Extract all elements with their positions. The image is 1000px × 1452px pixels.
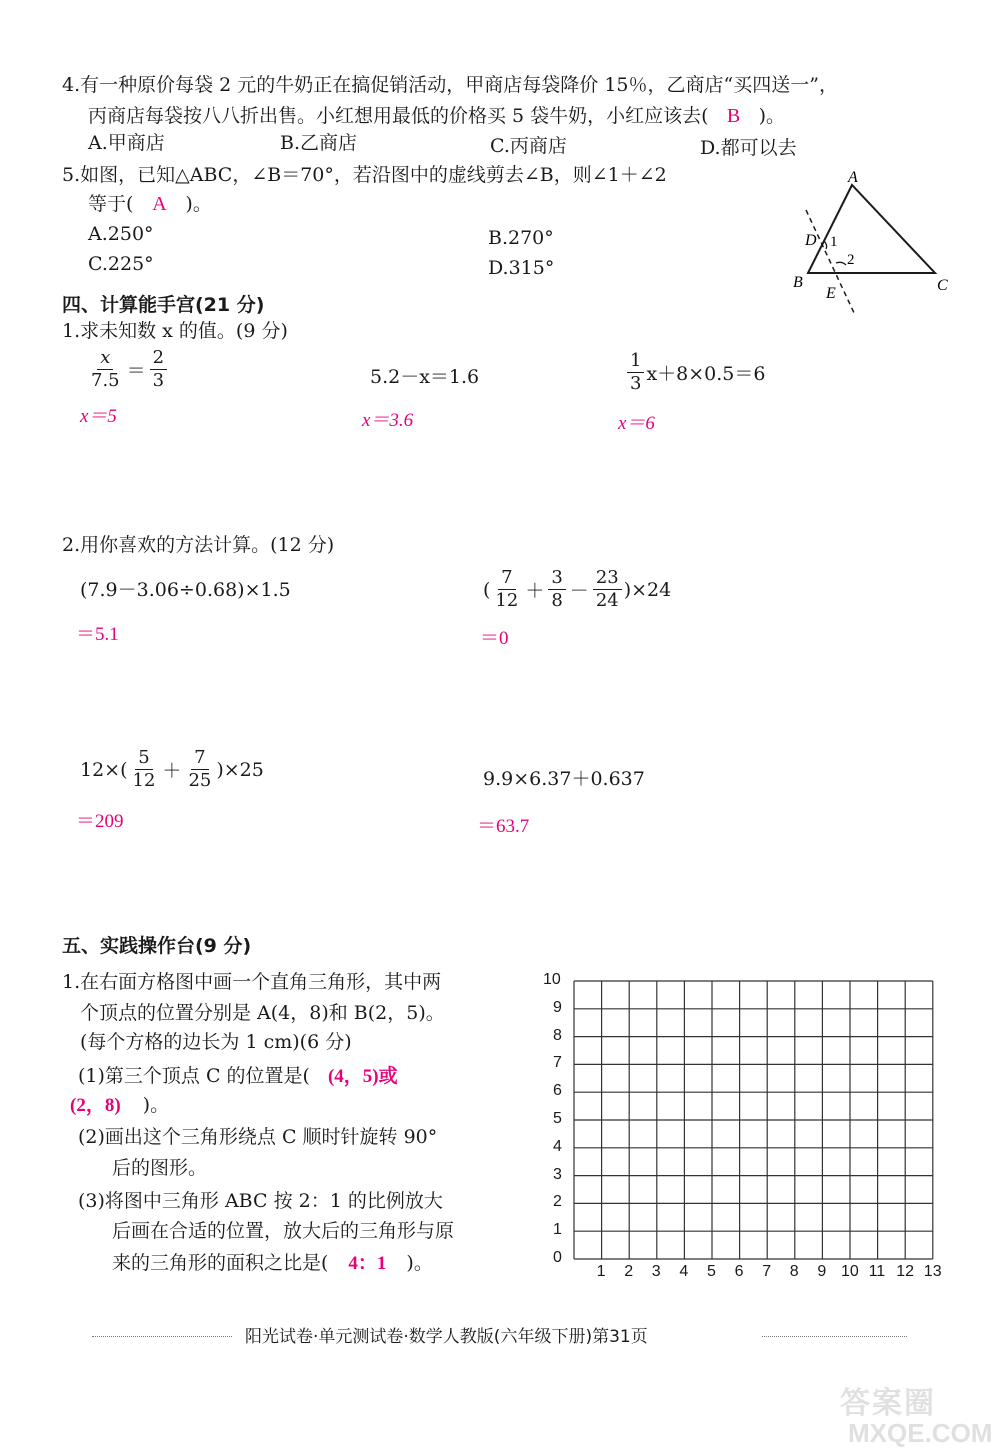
- q5-line2-start: 等于(: [88, 193, 134, 215]
- q5-line1: 5.如图，已知△ABC，∠B＝70°，若沿图中的虚线剪去∠B，则∠1＋∠2: [62, 164, 667, 186]
- e2-f3n: 23: [593, 567, 622, 590]
- e2-f2n: 3: [548, 567, 565, 590]
- q5-line2-end: )。: [185, 193, 212, 215]
- eq1-rnum: 2: [150, 347, 167, 370]
- grid-y-tick: 1: [553, 1221, 562, 1239]
- grid-y-tick: 8: [553, 1026, 562, 1044]
- grid-y-tick: 2: [553, 1193, 562, 1211]
- e1-answer: ＝5.1: [76, 624, 119, 645]
- grid-y-tick: 7: [553, 1054, 562, 1072]
- e2-f2d: 8: [551, 590, 563, 611]
- e3-frac1: [130, 747, 159, 792]
- grid-y-tick: 9: [553, 998, 562, 1016]
- e2-op2: －: [569, 580, 589, 602]
- s5-sub3-line1: (3)将图中三角形 ABC 按 2：1 的比例放大: [78, 1190, 443, 1212]
- label-b: B: [793, 274, 803, 291]
- s4-e3: [80, 747, 264, 792]
- s5-sub3-answer: 4：1: [348, 1253, 387, 1274]
- e2-frac3: [593, 567, 622, 612]
- s5-sub3-text: 来的三角形的面积之比是(: [112, 1252, 329, 1274]
- s5-sub2-line1: (2)画出这个三角形绕点 C 顺时针旋转 90°: [78, 1126, 438, 1148]
- grid-x-tick: 7: [762, 1263, 772, 1280]
- grid-x-tick: 11: [868, 1263, 886, 1280]
- eq3-frac: [627, 350, 644, 395]
- e4-answer: ＝63.7: [477, 816, 530, 837]
- s4-eq1: [86, 347, 169, 392]
- label-c: C: [937, 277, 948, 294]
- e2-answer: ＝0: [480, 628, 509, 649]
- grid-x-tick: 1: [596, 1263, 606, 1280]
- label-d: D: [805, 232, 817, 249]
- s4-p1-title: 1.求未知数 x 的值。(9 分): [62, 320, 288, 342]
- watermark-logo: 答案圈: [840, 1387, 936, 1420]
- e3-f1n: 5: [135, 747, 152, 770]
- q4-answer: B: [726, 105, 741, 127]
- q4-line1: 4.有一种原价每袋 2 元的牛奶正在搞促销活动，甲商店每袋降价 15％，乙商店“买四送一”，: [62, 74, 838, 96]
- q5-option-b: B.270°: [488, 227, 554, 249]
- q4-option-d: D.都可以去: [700, 137, 797, 159]
- q4-line2: [88, 101, 785, 131]
- q5-option-d: D.315°: [488, 257, 555, 279]
- grid-x-tick: 8: [789, 1263, 799, 1280]
- triangle-figure: [780, 165, 960, 320]
- s5-sub1-line1: [78, 1061, 398, 1092]
- grid-x-tick: 2: [624, 1263, 634, 1280]
- e2-f3d: 24: [595, 590, 619, 611]
- eq1-answer: x＝5: [80, 406, 117, 427]
- e3-f1d: 12: [132, 770, 156, 791]
- s4-p2-title: 2.用你喜欢的方法计算。(12 分): [62, 534, 335, 556]
- label-a: A: [848, 169, 858, 186]
- grid-x-tick: 9: [817, 1263, 827, 1280]
- e2-op1: ＋: [525, 580, 545, 602]
- s4-eq2: 5.2－x＝1.6: [370, 366, 480, 388]
- grid-y-tick: 5: [553, 1110, 562, 1127]
- grid-x-tick: 12: [896, 1263, 914, 1280]
- s5-q1-line3: (每个方格的边长为 1 cm)(6 分): [80, 1031, 352, 1053]
- footer-text: 阳光试卷·单元测试卷·数学人教版(六年级下册)第31页: [245, 1327, 648, 1347]
- q5-line2: [88, 189, 212, 219]
- q4-line2-end: )。: [758, 105, 786, 127]
- e2-f1d: 12: [495, 590, 519, 611]
- s5-sub3-line2: 后画在合适的位置，放大后的三角形与原: [112, 1220, 455, 1242]
- q4-option-a: A.甲商店: [88, 132, 165, 154]
- s4-e4: 9.9×6.37＋0.637: [483, 768, 645, 790]
- e3-f2n: 7: [191, 747, 208, 770]
- e3-frac2: [185, 747, 214, 792]
- triangle-abc: [808, 185, 935, 273]
- q5-option-c: C.225°: [88, 253, 154, 275]
- e3-f2d: 25: [188, 770, 212, 791]
- eq3-num: 1: [627, 350, 644, 373]
- s4-e2: [483, 567, 671, 612]
- grid-y-tick: 4: [553, 1137, 562, 1155]
- s5-sub2-line2: 后的图形。: [112, 1157, 208, 1179]
- grid-y-tick: 3: [553, 1165, 562, 1183]
- e2-frac1: [492, 567, 521, 612]
- s5-sub1-answer-a: (4，5)或: [327, 1066, 398, 1087]
- eq1-num: x: [97, 347, 113, 370]
- q4-option-c: C.丙商店: [490, 135, 567, 157]
- s5-q1-line2: 个顶点的位置分别是 A(4，8)和 B(2，5)。: [80, 1002, 445, 1024]
- coordinate-grid: [572, 975, 944, 1265]
- section5-title: 五、实践操作台(9 分): [62, 935, 252, 957]
- section4-title: 四、计算能手宫(21 分): [62, 294, 265, 316]
- grid-y-tick: 0: [553, 1249, 562, 1266]
- footer-dots-right: [762, 1336, 907, 1337]
- s5-sub1-close: )。: [142, 1094, 170, 1116]
- eq1-rden: 3: [152, 370, 165, 391]
- e2-close: )×24: [623, 578, 672, 601]
- e2-f1n: 7: [498, 567, 515, 590]
- eq2-answer: x＝3.6: [362, 410, 414, 431]
- q5-option-a: A.250°: [88, 223, 154, 245]
- q5-answer: A: [152, 193, 167, 215]
- grid-x-tick: 13: [923, 1263, 942, 1280]
- eq1-equals: ＝: [126, 360, 146, 382]
- s5-q1-line1: 1.在右面方格图中画一个直角三角形，其中两: [62, 971, 442, 993]
- footer-dots-left: [92, 1336, 232, 1337]
- s4-e1: (7.9－3.06÷0.68)×1.5: [80, 579, 291, 601]
- s5-sub1-answer-b: (2，8): [70, 1095, 121, 1116]
- e3-op1: ＋: [162, 760, 182, 782]
- grid-x-tick: 3: [651, 1263, 661, 1280]
- s4-eq3: [625, 350, 765, 395]
- e2-open: (: [483, 578, 491, 601]
- eq1-frac-right: [150, 347, 167, 392]
- grid-x-tick: 10: [841, 1263, 859, 1280]
- label-angle2: 2: [847, 252, 855, 268]
- s5-sub3-line3: [112, 1248, 433, 1279]
- angle2-arc: [836, 262, 846, 265]
- q4-line2-start: 丙商店每袋按八八折出售。小红想用最低的价格买 5 袋牛奶，小红应该去(: [88, 105, 709, 127]
- q4-option-b: B.乙商店: [280, 132, 358, 154]
- eq1-den: 7.5: [91, 370, 120, 391]
- grid-x-tick: 6: [734, 1263, 744, 1280]
- e2-frac2: [548, 567, 565, 612]
- e3-answer: ＝209: [76, 811, 124, 832]
- watermark-url: MXQE.COM: [848, 1418, 993, 1448]
- s5-sub3-close: )。: [406, 1252, 433, 1274]
- eq3-rest: x＋8×0.5＝6: [646, 363, 766, 385]
- angle1-arc: [824, 241, 827, 249]
- s5-sub1-text: (1)第三个顶点 C 的位置是(: [78, 1065, 310, 1087]
- grid-y-tick: 10: [543, 971, 561, 988]
- e3-close: )×25: [216, 758, 264, 781]
- s5-sub1-line2: [70, 1090, 169, 1121]
- label-e: E: [826, 285, 836, 302]
- grid-y-tick: 6: [553, 1082, 562, 1100]
- grid-x-tick: 5: [707, 1263, 716, 1280]
- eq3-answer: x＝6: [618, 413, 655, 434]
- label-angle1: 1: [830, 234, 838, 250]
- e3-pre: 12×(: [80, 758, 128, 781]
- eq1-frac-left: [88, 347, 123, 392]
- grid-x-tick: 4: [679, 1263, 689, 1280]
- eq3-den: 3: [630, 373, 642, 394]
